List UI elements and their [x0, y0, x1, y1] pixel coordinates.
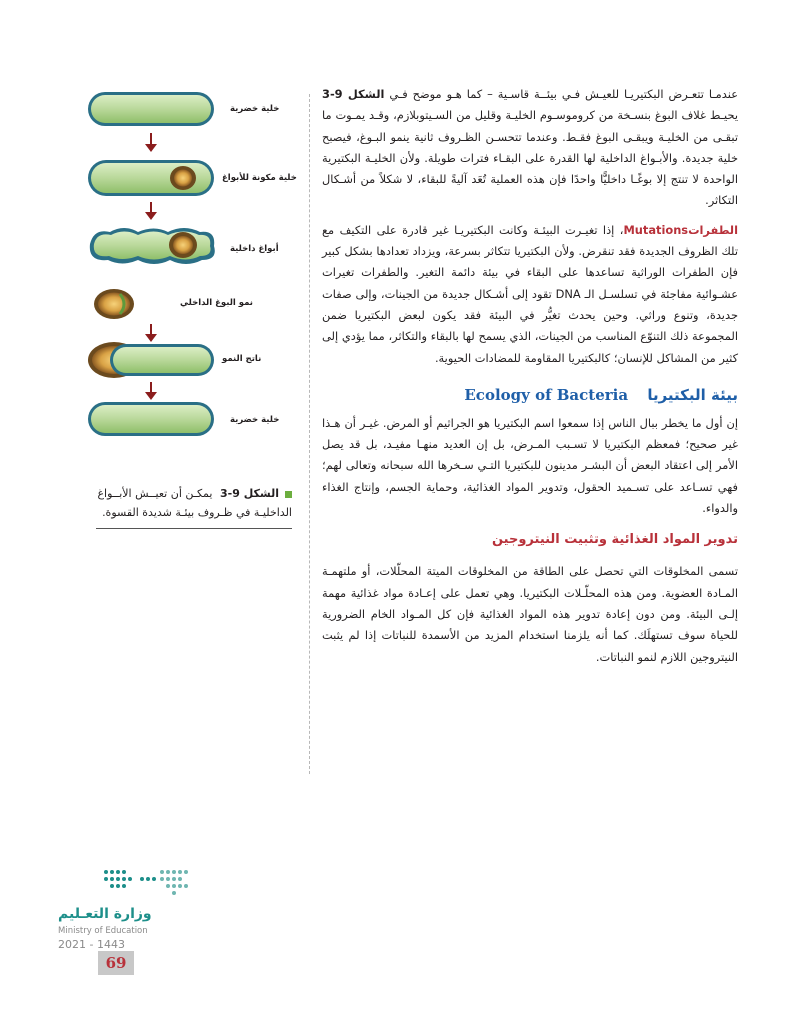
- mutations-term-en: Mutations: [623, 222, 689, 237]
- page-number: 69: [98, 951, 134, 975]
- main-text-column: [322, 84, 738, 668]
- arrow-4: [145, 382, 157, 400]
- ministry-name-en: Ministry of Education: [58, 926, 148, 936]
- caption-bullet: [285, 491, 292, 498]
- ecology-heading-ar: بيئة البكتيريا: [647, 385, 738, 404]
- label-growth-product: ناتج النمو: [222, 354, 262, 364]
- free-endospore: [94, 289, 134, 319]
- intro-paragraph: [322, 84, 738, 212]
- nutrients-paragraph: تسمى المخلوقات التي تحصل على الطاقة من المخلوقات الميتة المحلّلات، أو ملتهمـة المـادة العضوية. ومن هذه المحلّـلات البكتيريا. وهي تعمل على إعـادة مواد غذائية مهمة إلـى البيئة. ومن دون إعادة تدوير هذه المواد الغذائية فإن كل المـواد الخام الضرورية للحياة سوف تستهلَك. كما أنه يلزمنا استخدام المزيد من الأسمدة للنباتات إذا لم يثبت النيتروجين اللازم لنمو النباتات.: [322, 564, 738, 664]
- arrow-2: [145, 202, 157, 220]
- label-spore-growth: نمو البوغ الداخلي: [180, 298, 253, 308]
- ministry-logo: [58, 862, 208, 982]
- arrow-3: [145, 324, 157, 342]
- figure-caption: [96, 484, 292, 529]
- vegetative-cell-top: [88, 92, 214, 126]
- mutations-term-ar: الطفرات: [688, 222, 738, 237]
- ecology-heading-en: Ecology of Bacteria: [464, 385, 629, 404]
- caption-figure-number: الشكل 9-3: [219, 487, 279, 500]
- label-vegetative-cell-2: خلية خضرية: [230, 415, 280, 425]
- mutations-paragraph: [322, 220, 738, 369]
- column-divider: [309, 94, 310, 774]
- nutrients-heading: تدوير المواد الغذائية وتثبيت النيتروجين: [491, 532, 738, 548]
- caption-text: يمكـن أن تعيــش الأبــواغ الداخليـة في ظـروف بيئـة شديدة القسوة.: [97, 487, 292, 519]
- ministry-name-ar: وزارة التعـليم: [58, 906, 152, 922]
- label-spore-forming-cell: خلية مكونة للأبواغ: [222, 173, 297, 183]
- endospore-figure: [80, 84, 300, 474]
- endospore-cell: [90, 228, 215, 264]
- label-endospores: أبواغ داخلية: [230, 244, 279, 254]
- label-vegetative-cell: خلية خضرية: [230, 104, 280, 114]
- ministry-dots-emblem: [102, 862, 194, 902]
- figure-reference[interactable]: الشكل 9-3: [322, 87, 385, 101]
- ecology-heading: [322, 383, 738, 407]
- spore-forming-cell: [88, 160, 214, 196]
- germinating-cell: [88, 342, 214, 378]
- intro-text-1: عندمـا تتعـرض البكتيريـا للعيـش فـي بيئــة قاسـية – كما هـو موضح فـي: [389, 87, 738, 101]
- vegetative-cell-bottom: [88, 402, 214, 436]
- intro-text-2: يحيـط غلاف البوغ بنسـخة من كروموسـوم الخليـة وقليل من السـيتوبلازم، وقـد يمـوت ما تبقـى من الخليـة ويبقـى البوغ فقـط. وعندما تتحسـن الظـروف ثانية ينمو البـوغ، فيصبح خلية جديدة. والأبـواغ الداخلية لها القدرة على البقـاء فترات طويلة. ولأن الخليـة البكتيرية الواحدة لا تنتج إلا بوغًـا داخليًّا واحدًا فإن هذه العملية تُعَد آليةً للبقاء، لا شكلاً من أشـكال التكاثر.: [322, 108, 738, 208]
- edition-year: 2021 - 1443: [58, 938, 125, 951]
- ecology-paragraph: إن أول ما يخطر ببال الناس إذا سمعوا اسم البكتيريا هو الجراثيم أو المرض. غيـر أن هـذا غير صحيح؛ فمعظم البكتيريا لا تسـبب المـرض، بل إن العديد منهـا مفيـد، بل قد يصل الأمر إلى اعتقاد البعض أن البشـر مدينون للبكتيريا التـي سـخرها الله سبحانه وتعالى لهم؛ فهي تسـاعد على تسـميد الحقول، وتدوير المواد الغذائية، وحماية الجسم، وإنتاج الغذاء والدواء.: [322, 415, 738, 516]
- arrow-1: [145, 133, 157, 152]
- mutations-body: ، إذا تغيـرت البيئـة وكانت البكتيريـا غير قادرة على التكيف مع تلك الظروف الجديدة فقد تنقرض. ولأن البكتيريا تتكاثر بسرعة، ويزداد تعدادها بشكل كبير فإن الطفرات الوراثية تساعدها على البقاء في بيئة دائمة التغير. والطفرات تغيرات عشـوائية مفاجئة في تسلسـل الـ DNA تقود إلى أشـكال جديدة من الجينات، وإلى صفات جديدة، وتنوع وراثي. وحين يحدث تغيُّر في البيئة فقد يكون لبعض البكتيريا ضمن المجموعة ذلك التنوّع المناسب من الجينات، الذي يسمح لها بالبقاء والتكاثر، مما يؤدي إلى كثير من المشاكل للإنسان؛ كالبكتيريا المقاومة للمضادات الحيوية.: [322, 222, 738, 365]
